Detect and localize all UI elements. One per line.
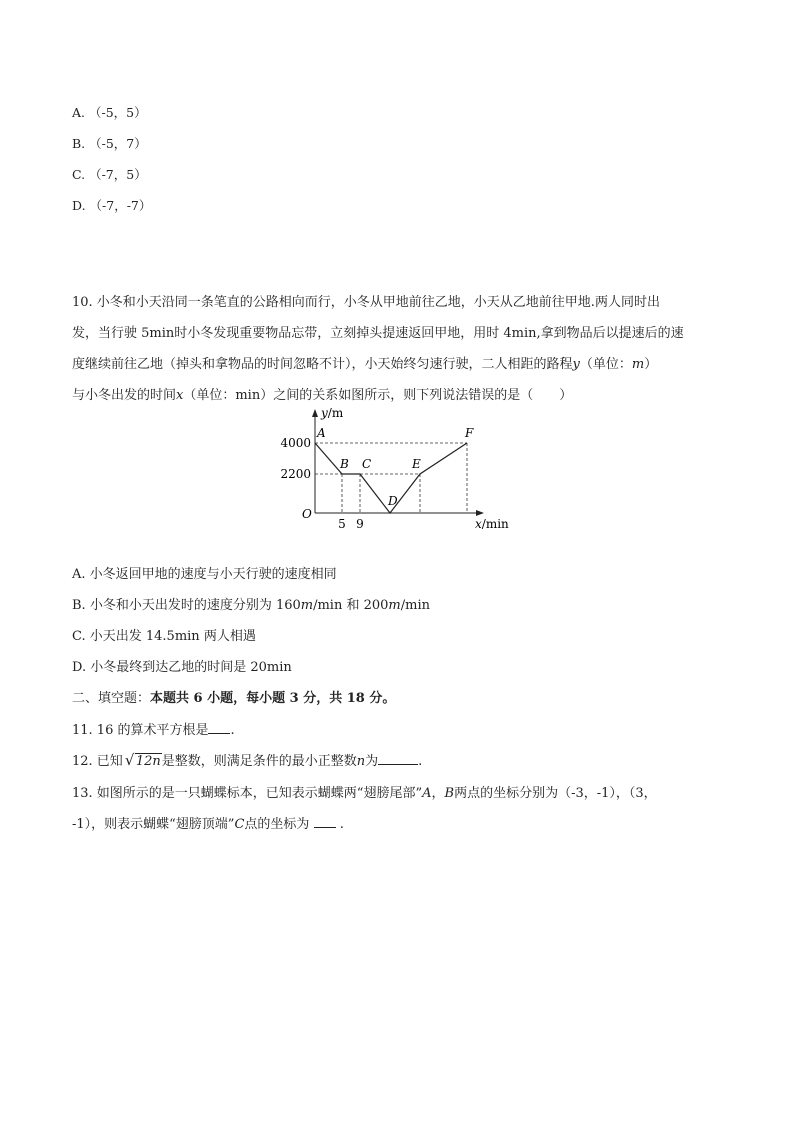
point-label-a: A (317, 426, 326, 440)
y-axis-label: y/m (321, 406, 344, 420)
x-tick-label: 5 (338, 517, 346, 531)
sqrt-symbol: √ 12n (124, 751, 161, 769)
q10-option-d: D. 小冬最终到达乙地的时间是 20min (72, 660, 292, 675)
q10-line-3: 度继续前往乙地（掉头和拿物品的时间忽略不计），小天始终匀速行驶，二人相距的路程y（单位：m） (72, 357, 658, 372)
q10-line-2: 发，当行驶 5min时小冬发现重要物品忘带，立刻掉头提速返回甲地，用时 4min,拿到物品后以提速后的速 (72, 326, 684, 341)
q12-answer-blank (378, 751, 418, 765)
q9-option-a: A. （-5，5） (72, 105, 147, 120)
q11: 11. 16 的算术平方根是 . (72, 720, 235, 741)
q13 (72, 778, 732, 840)
y-tick-label: 2200 (280, 467, 311, 481)
q13-line-1: 13. 如图所示的是一只蝴蝶标本，已知表示蝴蝶两“翅膀尾部”A，B两点的坐标分别为（-3，-1），（3， (72, 786, 657, 801)
point-label-d: D (388, 494, 398, 508)
q9-option-c: C. （-7，5） (72, 167, 147, 182)
point-label-e: E (412, 457, 421, 471)
section-heading: 二、填空题：本题共 6 小题，每小题 3 分，共 18 分。 (72, 691, 396, 706)
q13-line-2: -1），则表示蝴蝶“翅膀顶端”C点的坐标为 . (72, 809, 732, 840)
y-axis-arrow (312, 409, 318, 417)
q10-option-b: B. 小冬和小天出发时的速度分别为 160m/min 和 200m/min (72, 598, 430, 613)
q13-answer-blank (314, 814, 336, 828)
q9-option-d: D. （-7，-7） (72, 198, 152, 213)
q10-stem (72, 287, 732, 411)
y-tick-label: 4000 (280, 436, 311, 450)
q10-line-1: 10. 小冬和小天沿同一条笔直的公路相向而行，小冬从甲地前往乙地，小天从乙地前往甲地.两人同时出 (72, 295, 660, 310)
origin-label: O (302, 507, 312, 521)
q9-option-b: B. （-5，7） (72, 136, 147, 151)
point-label-c: C (362, 457, 372, 471)
distance-time-chart (270, 403, 530, 538)
q12: 12. 已知 √ 12n是整数，则满足条件的最小正整数n为 . (72, 751, 422, 772)
q10-line-4: 与小冬出发的时间x（单位：min）之间的关系如图所示，则下列说法错误的是（ ） (72, 388, 573, 403)
x-axis-arrow (476, 510, 484, 516)
q10-option-c: C. 小天出发 14.5min 两人相遇 (72, 629, 256, 644)
point-label-f: F (465, 426, 474, 440)
q10-option-a: A. 小冬返回甲地的速度与小天行驶的速度相同 (72, 567, 337, 582)
q11-answer-blank (208, 720, 230, 734)
point-label-b: B (340, 457, 349, 471)
x-axis-label: x/min (475, 517, 509, 531)
x-tick-label: 9 (356, 517, 364, 531)
